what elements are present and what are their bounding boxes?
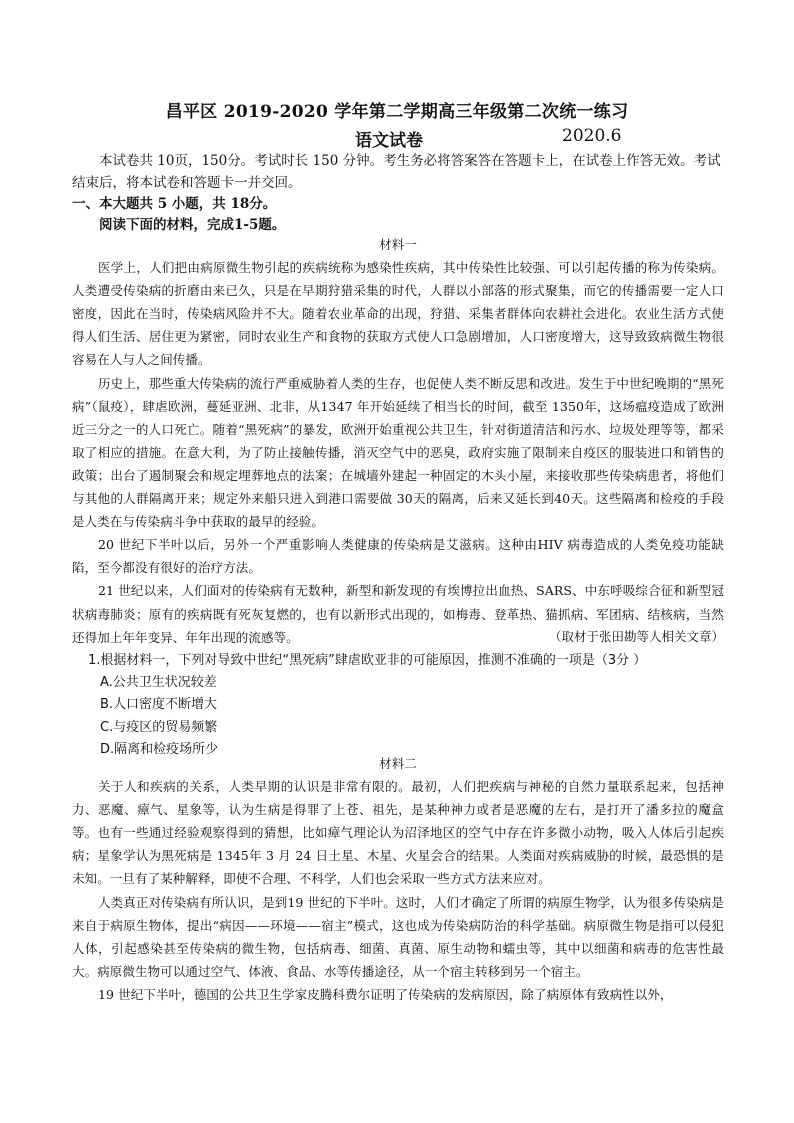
material-paragraph: 19 世纪下半叶，德国的公共卫生学家皮腾科费尔证明了传染病的发病原因，除了病原体有致病性以外， [98, 986, 673, 1002]
exam-title: 昌平区 2019-2020 学年第二学期高三年级第二次统一练习 [165, 102, 629, 122]
option-a: A.公共卫生状况较差 [100, 675, 217, 691]
subject-label: 语文试卷 [355, 131, 423, 151]
material-one [72, 233, 724, 649]
option-b: B.人口密度不断增大 [100, 697, 218, 713]
material-paragraph: 21 世纪以来，人们面对的传染病有无数种，新型和新发现的有埃博拉出血热、SARS、中东呼吸综合征和新型冠状病毒肺炎；原有的疾病既有死灰复燃的，也有以新形式出现的，如梅毒、登革热、猫抓病、军团病、结核病，当然还得加上年年变异、年年出现的流感等。 [72, 583, 724, 645]
material-paragraph: 人类真正对传染病有所认识，是到19 世纪的下半叶。这时，人们才确定了所谓的病原生物学，认为很多传染病是来自于病原生物体，提出“病因——环境——宿主”模式，这也成为传染病防治的科学基础。病原微生物是指可以侵犯人体，引起感染甚至传染病的微生物，包括病毒、细菌、真菌、原生动物和蠕虫等，其中以细菌和病毒的危害性最大。病原微生物可以通过空气、体液、食品、水等传播途径，从一个宿主转移到另一个宿主。 [72, 894, 724, 979]
section-instruction: 阅读下面的材料，完成1-5题。 [99, 217, 286, 233]
option-c: C.与疫区的贸易频繁 [100, 719, 218, 735]
material-paragraph: 医学上，人们把由病原微生物引起的疾病统称为感染性疾病，其中传染性比较强、可以引起传播的称为传染病。人类遭受传染病的折磨由来已久，只是在早期狩猎采集的时代，人群以小部落的形式聚集，而它的传播需要一定人口密度，因此在当时，传染病风险并不大。随着农业革命的出现，狩猎、采集者群体向农耕社会进化。农业生活方式使得人们生活、居住更为紧密，同时农业生产和食物的获取方式使人口急剧增加，人口密度增大，这导致致病微生物很容易在人与人之间传播。 [72, 260, 724, 368]
material-source: （取材于张田勘等人相关文章） [548, 629, 724, 644]
section-heading: 一、本大题共 5 小题，共 18分。 [72, 196, 277, 212]
material-heading: 材料二 [379, 756, 417, 771]
material-paragraph: 20 世纪下半叶以后，另外一个严重影响人类健康的传染病是艾滋病。这种由HIV 病毒造成的人类免疫功能缺陷，至今都没有很好的治疗方法。 [72, 537, 724, 576]
question-1 [88, 650, 728, 761]
exam-date: 2020.6 [562, 126, 622, 146]
material-two [72, 752, 724, 1006]
material-heading: 材料一 [379, 237, 417, 252]
exam-instructions: 本试卷共 10页，150分。考试时长 150 分钟。考生务必将答案答在答题卡上，在试卷上作答无效。考试结束后，将本试卷和答题卡一并交回。 [72, 153, 721, 191]
material-paragraph: 关于人和疾病的关系，人类早期的认识是非常有限的。最初，人们把疾病与神秘的自然力量联系起来，包括神力、恶魔、瘴气、星象等，认为生病是得罪了上苍、祖先，是某种神力或者是恶魔的左右，是打开了潘多拉的魔盒等。也有一些通过经验观察得到的猜想，比如瘴气理论认为沼泽地区的空气中存在许多微小动物，吸入人体后引起疾病；星象学认为黑死病是 1345年 3 月 24 日土星、木星、火星会合的结果。人类面对疾病威胁的时候，最恐惧的是未知。一旦有了某种解释，即使不合理、不科学，人们也会采取一些方式方法来应对。 [72, 779, 724, 887]
question-stem: 1.根据材料一，下列对导致中世纪“黑死病”肆虐欧亚非的可能原因，推测不准确的一项是（3分 ） [88, 653, 647, 668]
material-paragraph: 历史上，那些重大传染病的流行严重威胁着人类的生存，也促使人类不断反思和改进。发生于中世纪晚期的“黑死病”（鼠疫），肆虐欧洲，蔓延亚洲、北非，从1347 年开始延续了相当长的时间，截至 1350年，这场瘟疫造成了欧洲近三分之一的人口死亡。随着“黑死病”的暴发，欧洲开始重视公共卫生，针对街道清洁和污水、垃圾处理等等，都采取了相应的措施。在意大利，为了防止接触传播，消灭空气中的恶臭，政府实施了限制来自疫区的服装进口和销售的政策；出台了遏制聚会和规定埋葬地点的法案；在城墙外建起一种固定的木头小屋，来接收那些传染病患者，将他们与其他的人群隔离开来；规定外来船只进入到港口需要做 30天的隔离，后来又延长到40天。这些隔离和检疫的手段是人类在与传染病斗争中获取的最早的经验。 [72, 375, 724, 530]
option-d: D.隔离和检疫场所少 [100, 741, 219, 757]
